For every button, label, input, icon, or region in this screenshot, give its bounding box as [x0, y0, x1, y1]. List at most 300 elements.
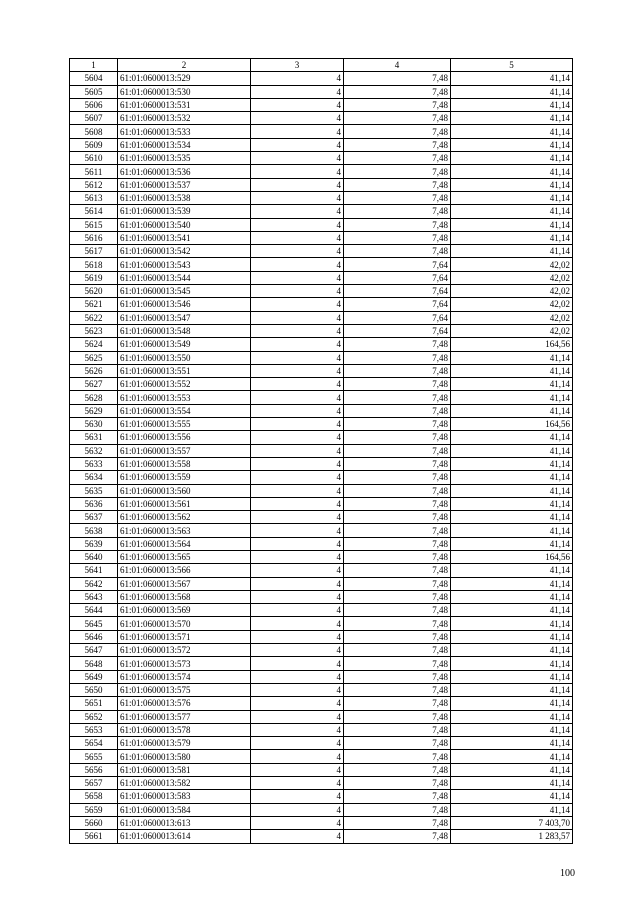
cell-col-5: 41,14 — [451, 191, 573, 204]
cell-col-5: 41,14 — [451, 152, 573, 165]
cell-col-3: 4 — [251, 378, 344, 391]
cell-col-2: 61:01:0600013:532 — [118, 112, 251, 125]
cell-col-3: 4 — [251, 710, 344, 723]
cell-col-5: 41,14 — [451, 630, 573, 643]
cell-col-4: 7,48 — [344, 178, 451, 191]
cell-col-5: 41,14 — [451, 750, 573, 763]
cell-col-3: 4 — [251, 630, 344, 643]
header-col-1: 1 — [70, 59, 118, 72]
cell-col-3: 4 — [251, 285, 344, 298]
cell-col-4: 7,48 — [344, 710, 451, 723]
cell-col-2: 61:01:0600013:560 — [118, 484, 251, 497]
table-row — [70, 790, 573, 803]
cell-col-4: 7,48 — [344, 404, 451, 417]
cell-col-4: 7,48 — [344, 763, 451, 776]
cell-col-1: 5613 — [70, 191, 118, 204]
cell-col-5: 41,14 — [451, 737, 573, 750]
cell-col-1: 5642 — [70, 577, 118, 590]
table-row — [70, 777, 573, 790]
cell-col-5: 41,14 — [451, 484, 573, 497]
table-row — [70, 218, 573, 231]
cell-col-4: 7,48 — [344, 231, 451, 244]
table-row — [70, 431, 573, 444]
cell-col-1: 5609 — [70, 138, 118, 151]
cell-col-3: 4 — [251, 418, 344, 431]
cell-col-3: 4 — [251, 670, 344, 683]
cell-col-4: 7,48 — [344, 98, 451, 111]
cell-col-4: 7,48 — [344, 364, 451, 377]
cell-col-3: 4 — [251, 803, 344, 816]
cell-col-2: 61:01:0600013:568 — [118, 590, 251, 603]
cell-col-2: 61:01:0600013:559 — [118, 471, 251, 484]
cell-col-4: 7,64 — [344, 324, 451, 337]
cell-col-3: 4 — [251, 258, 344, 271]
cell-col-5: 41,14 — [451, 763, 573, 776]
cell-col-4: 7,48 — [344, 391, 451, 404]
cell-col-4: 7,48 — [344, 497, 451, 510]
cell-col-1: 5607 — [70, 112, 118, 125]
cell-col-1: 5643 — [70, 590, 118, 603]
cell-col-2: 61:01:0600013:541 — [118, 231, 251, 244]
cell-col-3: 4 — [251, 125, 344, 138]
table-row — [70, 604, 573, 617]
table-row — [70, 351, 573, 364]
cell-col-1: 5660 — [70, 816, 118, 829]
page-number: 100 — [560, 868, 575, 879]
cell-col-1: 5616 — [70, 231, 118, 244]
cell-col-1: 5621 — [70, 298, 118, 311]
cell-col-5: 41,14 — [451, 205, 573, 218]
cell-col-4: 7,48 — [344, 205, 451, 218]
cell-col-1: 5661 — [70, 830, 118, 843]
cell-col-4: 7,48 — [344, 777, 451, 790]
cell-col-3: 4 — [251, 245, 344, 258]
cell-col-1: 5606 — [70, 98, 118, 111]
cell-col-3: 4 — [251, 644, 344, 657]
cell-col-5: 41,14 — [451, 178, 573, 191]
cell-col-5: 41,14 — [451, 125, 573, 138]
cell-col-4: 7,48 — [344, 697, 451, 710]
cell-col-1: 5639 — [70, 537, 118, 550]
table-row — [70, 165, 573, 178]
cell-col-3: 4 — [251, 231, 344, 244]
cell-col-1: 5650 — [70, 683, 118, 696]
table-row — [70, 152, 573, 165]
cell-col-2: 61:01:0600013:556 — [118, 431, 251, 444]
table-row — [70, 338, 573, 351]
cell-col-3: 4 — [251, 577, 344, 590]
cell-col-4: 7,48 — [344, 112, 451, 125]
cell-col-1: 5610 — [70, 152, 118, 165]
cell-col-4: 7,48 — [344, 471, 451, 484]
cell-col-4: 7,48 — [344, 723, 451, 736]
cell-col-5: 41,14 — [451, 431, 573, 444]
cell-col-1: 5614 — [70, 205, 118, 218]
cell-col-1: 5654 — [70, 737, 118, 750]
cell-col-1: 5628 — [70, 391, 118, 404]
table-row — [70, 205, 573, 218]
cell-col-3: 4 — [251, 683, 344, 696]
cell-col-1: 5629 — [70, 404, 118, 417]
cell-col-4: 7,48 — [344, 790, 451, 803]
cell-col-2: 61:01:0600013:584 — [118, 803, 251, 816]
cell-col-1: 5633 — [70, 457, 118, 470]
cell-col-2: 61:01:0600013:613 — [118, 816, 251, 829]
cell-col-4: 7,48 — [344, 218, 451, 231]
cell-col-5: 41,14 — [451, 617, 573, 630]
cell-col-3: 4 — [251, 484, 344, 497]
cell-col-5: 41,14 — [451, 497, 573, 510]
table-row — [70, 484, 573, 497]
cell-col-2: 61:01:0600013:572 — [118, 644, 251, 657]
cell-col-3: 4 — [251, 723, 344, 736]
cell-col-5: 41,14 — [451, 564, 573, 577]
cell-col-5: 41,14 — [451, 577, 573, 590]
cell-col-1: 5644 — [70, 604, 118, 617]
cell-col-2: 61:01:0600013:540 — [118, 218, 251, 231]
header-col-2: 2 — [118, 59, 251, 72]
table-row — [70, 511, 573, 524]
cell-col-4: 7,48 — [344, 338, 451, 351]
data-table — [69, 58, 573, 844]
cell-col-4: 7,48 — [344, 524, 451, 537]
table-row — [70, 670, 573, 683]
cell-col-5: 41,14 — [451, 471, 573, 484]
cell-col-3: 4 — [251, 697, 344, 710]
cell-col-2: 61:01:0600013:582 — [118, 777, 251, 790]
cell-col-3: 4 — [251, 497, 344, 510]
cell-col-3: 4 — [251, 324, 344, 337]
table-row — [70, 697, 573, 710]
cell-col-5: 41,14 — [451, 218, 573, 231]
cell-col-5: 41,14 — [451, 404, 573, 417]
cell-col-1: 5627 — [70, 378, 118, 391]
table-row — [70, 271, 573, 284]
table-row — [70, 816, 573, 829]
cell-col-1: 5611 — [70, 165, 118, 178]
cell-col-2: 61:01:0600013:544 — [118, 271, 251, 284]
cell-col-3: 4 — [251, 750, 344, 763]
cell-col-1: 5645 — [70, 617, 118, 630]
cell-col-4: 7,48 — [344, 444, 451, 457]
cell-col-5: 41,14 — [451, 590, 573, 603]
cell-col-4: 7,64 — [344, 298, 451, 311]
cell-col-1: 5618 — [70, 258, 118, 271]
cell-col-4: 7,48 — [344, 803, 451, 816]
cell-col-2: 61:01:0600013:547 — [118, 311, 251, 324]
cell-col-5: 41,14 — [451, 378, 573, 391]
cell-col-2: 61:01:0600013:583 — [118, 790, 251, 803]
cell-col-1: 5624 — [70, 338, 118, 351]
cell-col-1: 5631 — [70, 431, 118, 444]
cell-col-4: 7,48 — [344, 125, 451, 138]
cell-col-2: 61:01:0600013:553 — [118, 391, 251, 404]
cell-col-2: 61:01:0600013:579 — [118, 737, 251, 750]
cell-col-5: 41,14 — [451, 644, 573, 657]
cell-col-1: 5625 — [70, 351, 118, 364]
cell-col-3: 4 — [251, 404, 344, 417]
cell-col-4: 7,48 — [344, 617, 451, 630]
cell-col-3: 4 — [251, 351, 344, 364]
cell-col-1: 5658 — [70, 790, 118, 803]
cell-col-5: 41,14 — [451, 710, 573, 723]
cell-col-1: 5647 — [70, 644, 118, 657]
cell-col-5: 164,56 — [451, 550, 573, 563]
cell-col-5: 41,14 — [451, 457, 573, 470]
cell-col-5: 41,14 — [451, 777, 573, 790]
cell-col-1: 5638 — [70, 524, 118, 537]
cell-col-4: 7,48 — [344, 644, 451, 657]
table-row — [70, 723, 573, 736]
cell-col-4: 7,48 — [344, 351, 451, 364]
table-row — [70, 657, 573, 670]
cell-col-4: 7,48 — [344, 511, 451, 524]
cell-col-4: 7,48 — [344, 245, 451, 258]
cell-col-3: 4 — [251, 457, 344, 470]
cell-col-1: 5648 — [70, 657, 118, 670]
cell-col-2: 61:01:0600013:578 — [118, 723, 251, 736]
cell-col-5: 42,02 — [451, 271, 573, 284]
cell-col-1: 5659 — [70, 803, 118, 816]
cell-col-2: 61:01:0600013:569 — [118, 604, 251, 617]
cell-col-5: 7 403,70 — [451, 816, 573, 829]
cell-col-4: 7,48 — [344, 378, 451, 391]
cell-col-1: 5652 — [70, 710, 118, 723]
table-row — [70, 830, 573, 843]
cell-col-2: 61:01:0600013:539 — [118, 205, 251, 218]
cell-col-5: 41,14 — [451, 351, 573, 364]
cell-col-3: 4 — [251, 364, 344, 377]
cell-col-1: 5653 — [70, 723, 118, 736]
table-header — [70, 59, 573, 72]
cell-col-4: 7,64 — [344, 285, 451, 298]
cell-col-3: 4 — [251, 537, 344, 550]
table-row — [70, 737, 573, 750]
table-row — [70, 444, 573, 457]
cell-col-2: 61:01:0600013:533 — [118, 125, 251, 138]
cell-col-1: 5655 — [70, 750, 118, 763]
cell-col-2: 61:01:0600013:577 — [118, 710, 251, 723]
table-row — [70, 98, 573, 111]
cell-col-2: 61:01:0600013:550 — [118, 351, 251, 364]
cell-col-5: 41,14 — [451, 511, 573, 524]
cell-col-4: 7,48 — [344, 165, 451, 178]
cell-col-2: 61:01:0600013:552 — [118, 378, 251, 391]
table-row — [70, 378, 573, 391]
cell-col-1: 5605 — [70, 85, 118, 98]
cell-col-4: 7,48 — [344, 431, 451, 444]
cell-col-5: 41,14 — [451, 723, 573, 736]
table-row — [70, 630, 573, 643]
cell-col-5: 41,14 — [451, 524, 573, 537]
cell-col-4: 7,48 — [344, 418, 451, 431]
cell-col-3: 4 — [251, 471, 344, 484]
cell-col-5: 41,14 — [451, 670, 573, 683]
cell-col-5: 42,02 — [451, 311, 573, 324]
table-row — [70, 644, 573, 657]
cell-col-4: 7,48 — [344, 670, 451, 683]
cell-col-5: 41,14 — [451, 245, 573, 258]
table-row — [70, 85, 573, 98]
cell-col-3: 4 — [251, 311, 344, 324]
cell-col-2: 61:01:0600013:542 — [118, 245, 251, 258]
table-row — [70, 763, 573, 776]
table-row — [70, 497, 573, 510]
cell-col-2: 61:01:0600013:614 — [118, 830, 251, 843]
cell-col-4: 7,48 — [344, 590, 451, 603]
cell-col-2: 61:01:0600013:543 — [118, 258, 251, 271]
cell-col-1: 5649 — [70, 670, 118, 683]
table-row — [70, 550, 573, 563]
cell-col-1: 5623 — [70, 324, 118, 337]
cell-col-1: 5630 — [70, 418, 118, 431]
cell-col-1: 5612 — [70, 178, 118, 191]
table-row — [70, 311, 573, 324]
table-row — [70, 803, 573, 816]
cell-col-1: 5656 — [70, 763, 118, 776]
cell-col-3: 4 — [251, 444, 344, 457]
cell-col-2: 61:01:0600013:571 — [118, 630, 251, 643]
cell-col-1: 5640 — [70, 550, 118, 563]
cell-col-1: 5657 — [70, 777, 118, 790]
header-col-3: 3 — [251, 59, 344, 72]
table-row — [70, 750, 573, 763]
cell-col-3: 4 — [251, 737, 344, 750]
header-col-4: 4 — [344, 59, 451, 72]
cell-col-1: 5651 — [70, 697, 118, 710]
cell-col-1: 5632 — [70, 444, 118, 457]
cell-col-5: 41,14 — [451, 697, 573, 710]
cell-col-3: 4 — [251, 524, 344, 537]
cell-col-1: 5617 — [70, 245, 118, 258]
cell-col-2: 61:01:0600013:565 — [118, 550, 251, 563]
table-row — [70, 324, 573, 337]
table-row — [70, 710, 573, 723]
cell-col-3: 4 — [251, 617, 344, 630]
cell-col-3: 4 — [251, 657, 344, 670]
cell-col-5: 164,56 — [451, 418, 573, 431]
cell-col-1: 5636 — [70, 497, 118, 510]
cell-col-2: 61:01:0600013:575 — [118, 683, 251, 696]
table-row — [70, 138, 573, 151]
cell-col-2: 61:01:0600013:534 — [118, 138, 251, 151]
cell-col-3: 4 — [251, 205, 344, 218]
cell-col-5: 42,02 — [451, 324, 573, 337]
cell-col-1: 5608 — [70, 125, 118, 138]
cell-col-3: 4 — [251, 777, 344, 790]
cell-col-5: 1 283,57 — [451, 830, 573, 843]
cell-col-2: 61:01:0600013:566 — [118, 564, 251, 577]
cell-col-5: 41,14 — [451, 165, 573, 178]
cell-col-4: 7,48 — [344, 577, 451, 590]
cell-col-5: 41,14 — [451, 657, 573, 670]
cell-col-2: 61:01:0600013:570 — [118, 617, 251, 630]
table-row — [70, 245, 573, 258]
cell-col-2: 61:01:0600013:536 — [118, 165, 251, 178]
cell-col-3: 4 — [251, 112, 344, 125]
cell-col-4: 7,48 — [344, 550, 451, 563]
cell-col-5: 41,14 — [451, 790, 573, 803]
cell-col-4: 7,48 — [344, 816, 451, 829]
header-col-5: 5 — [451, 59, 573, 72]
cell-col-5: 42,02 — [451, 298, 573, 311]
cell-col-2: 61:01:0600013:537 — [118, 178, 251, 191]
cell-col-2: 61:01:0600013:545 — [118, 285, 251, 298]
cell-col-3: 4 — [251, 564, 344, 577]
cell-col-1: 5620 — [70, 285, 118, 298]
table-row — [70, 285, 573, 298]
table-row — [70, 125, 573, 138]
cell-col-1: 5641 — [70, 564, 118, 577]
cell-col-5: 41,14 — [451, 72, 573, 85]
cell-col-3: 4 — [251, 830, 344, 843]
cell-col-2: 61:01:0600013:531 — [118, 98, 251, 111]
cell-col-1: 5635 — [70, 484, 118, 497]
table-row — [70, 617, 573, 630]
cell-col-5: 41,14 — [451, 604, 573, 617]
cell-col-3: 4 — [251, 72, 344, 85]
cell-col-2: 61:01:0600013:574 — [118, 670, 251, 683]
cell-col-2: 61:01:0600013:551 — [118, 364, 251, 377]
cell-col-4: 7,48 — [344, 85, 451, 98]
cell-col-3: 4 — [251, 590, 344, 603]
cell-col-4: 7,48 — [344, 683, 451, 696]
cell-col-4: 7,48 — [344, 457, 451, 470]
table-row — [70, 577, 573, 590]
cell-col-5: 42,02 — [451, 258, 573, 271]
table-row — [70, 72, 573, 85]
cell-col-2: 61:01:0600013:557 — [118, 444, 251, 457]
table-row — [70, 191, 573, 204]
cell-col-4: 7,48 — [344, 750, 451, 763]
cell-col-2: 61:01:0600013:554 — [118, 404, 251, 417]
cell-col-3: 4 — [251, 338, 344, 351]
table-row — [70, 364, 573, 377]
table-row — [70, 590, 573, 603]
cell-col-3: 4 — [251, 511, 344, 524]
table-row — [70, 391, 573, 404]
cell-col-3: 4 — [251, 763, 344, 776]
cell-col-2: 61:01:0600013:564 — [118, 537, 251, 550]
cell-col-4: 7,64 — [344, 271, 451, 284]
cell-col-3: 4 — [251, 391, 344, 404]
cell-col-2: 61:01:0600013:576 — [118, 697, 251, 710]
cell-col-4: 7,48 — [344, 72, 451, 85]
cell-col-1: 5646 — [70, 630, 118, 643]
cell-col-2: 61:01:0600013:549 — [118, 338, 251, 351]
cell-col-4: 7,48 — [344, 138, 451, 151]
cell-col-3: 4 — [251, 165, 344, 178]
header-row — [70, 59, 573, 72]
table-row — [70, 231, 573, 244]
cell-col-2: 61:01:0600013:563 — [118, 524, 251, 537]
cell-col-1: 5637 — [70, 511, 118, 524]
cell-col-4: 7,48 — [344, 564, 451, 577]
table-row — [70, 298, 573, 311]
cell-col-4: 7,64 — [344, 311, 451, 324]
cell-col-4: 7,48 — [344, 737, 451, 750]
cell-col-1: 5619 — [70, 271, 118, 284]
cell-col-1: 5634 — [70, 471, 118, 484]
cell-col-4: 7,48 — [344, 484, 451, 497]
cell-col-2: 61:01:0600013:529 — [118, 72, 251, 85]
cell-col-5: 42,02 — [451, 285, 573, 298]
table-row — [70, 524, 573, 537]
cell-col-1: 5626 — [70, 364, 118, 377]
cell-col-4: 7,64 — [344, 258, 451, 271]
cell-col-5: 41,14 — [451, 138, 573, 151]
cell-col-5: 41,14 — [451, 803, 573, 816]
